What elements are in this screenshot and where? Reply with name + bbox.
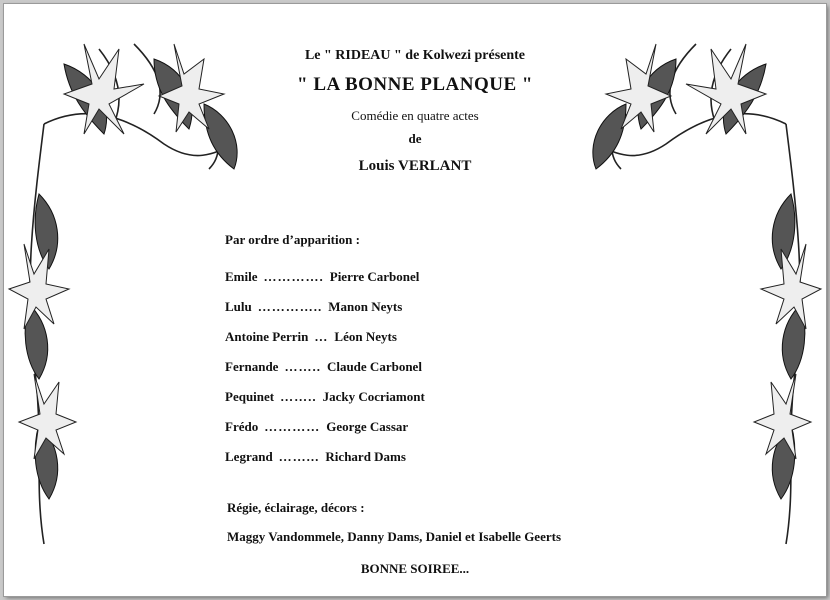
cast-dots: ……..: [284, 359, 321, 374]
cast-dots: …………: [264, 419, 321, 434]
cast-row: [225, 352, 425, 382]
cast-role: Pequinet: [225, 389, 275, 404]
closing-line: BONNE SOIREE...: [360, 561, 470, 576]
cast-dots: ……..: [280, 389, 317, 404]
cast-actor: Pierre Carbonel: [329, 269, 420, 284]
cast-dots: ……...: [278, 449, 320, 464]
cast-role: Emile: [225, 269, 258, 284]
cast-row: [225, 292, 425, 322]
by-label: de: [408, 131, 422, 146]
cast-dots: …: [314, 329, 329, 344]
cast-row: [225, 322, 425, 352]
cast-actor: Léon Neyts: [334, 329, 397, 344]
cast-dots: …………..: [257, 299, 323, 314]
cast-row: [225, 412, 425, 442]
crew-label: Régie, éclairage, décors :: [227, 500, 365, 515]
cast-row: [225, 442, 425, 472]
cast-actor: Manon Neyts: [328, 299, 403, 314]
cast-role: Frédo: [225, 419, 259, 434]
cast-role: Fernande: [225, 359, 279, 374]
cast-actor: Richard Dams: [325, 449, 406, 464]
programme-card: [4, 4, 826, 596]
cast-actor: Claude Carbonel: [326, 359, 422, 374]
cast-actor: Jacky Cocriamont: [322, 389, 425, 404]
cast-intro: Par ordre d’apparition :: [225, 232, 360, 247]
cast-row: [225, 382, 425, 412]
cast-dots: ………….: [263, 269, 324, 284]
play-subtitle: Comédie en quatre actes: [351, 108, 479, 123]
cast-actor: George Cassar: [326, 419, 409, 434]
play-title: " LA BONNE PLANQUE ": [297, 74, 533, 95]
cast-role: Lulu: [225, 299, 252, 314]
cast-row: [225, 262, 425, 292]
presenter-line: Le " RIDEAU " de Kolwezi présente: [304, 48, 526, 63]
crew-names: Maggy Vandommele, Danny Dams, Daniel et Isabelle Geerts: [227, 529, 562, 544]
cast-role: Antoine Perrin: [225, 329, 309, 344]
author-name: Louis VERLANT: [358, 158, 472, 174]
cast-role: Legrand: [225, 449, 273, 464]
cast-list: [225, 232, 425, 472]
